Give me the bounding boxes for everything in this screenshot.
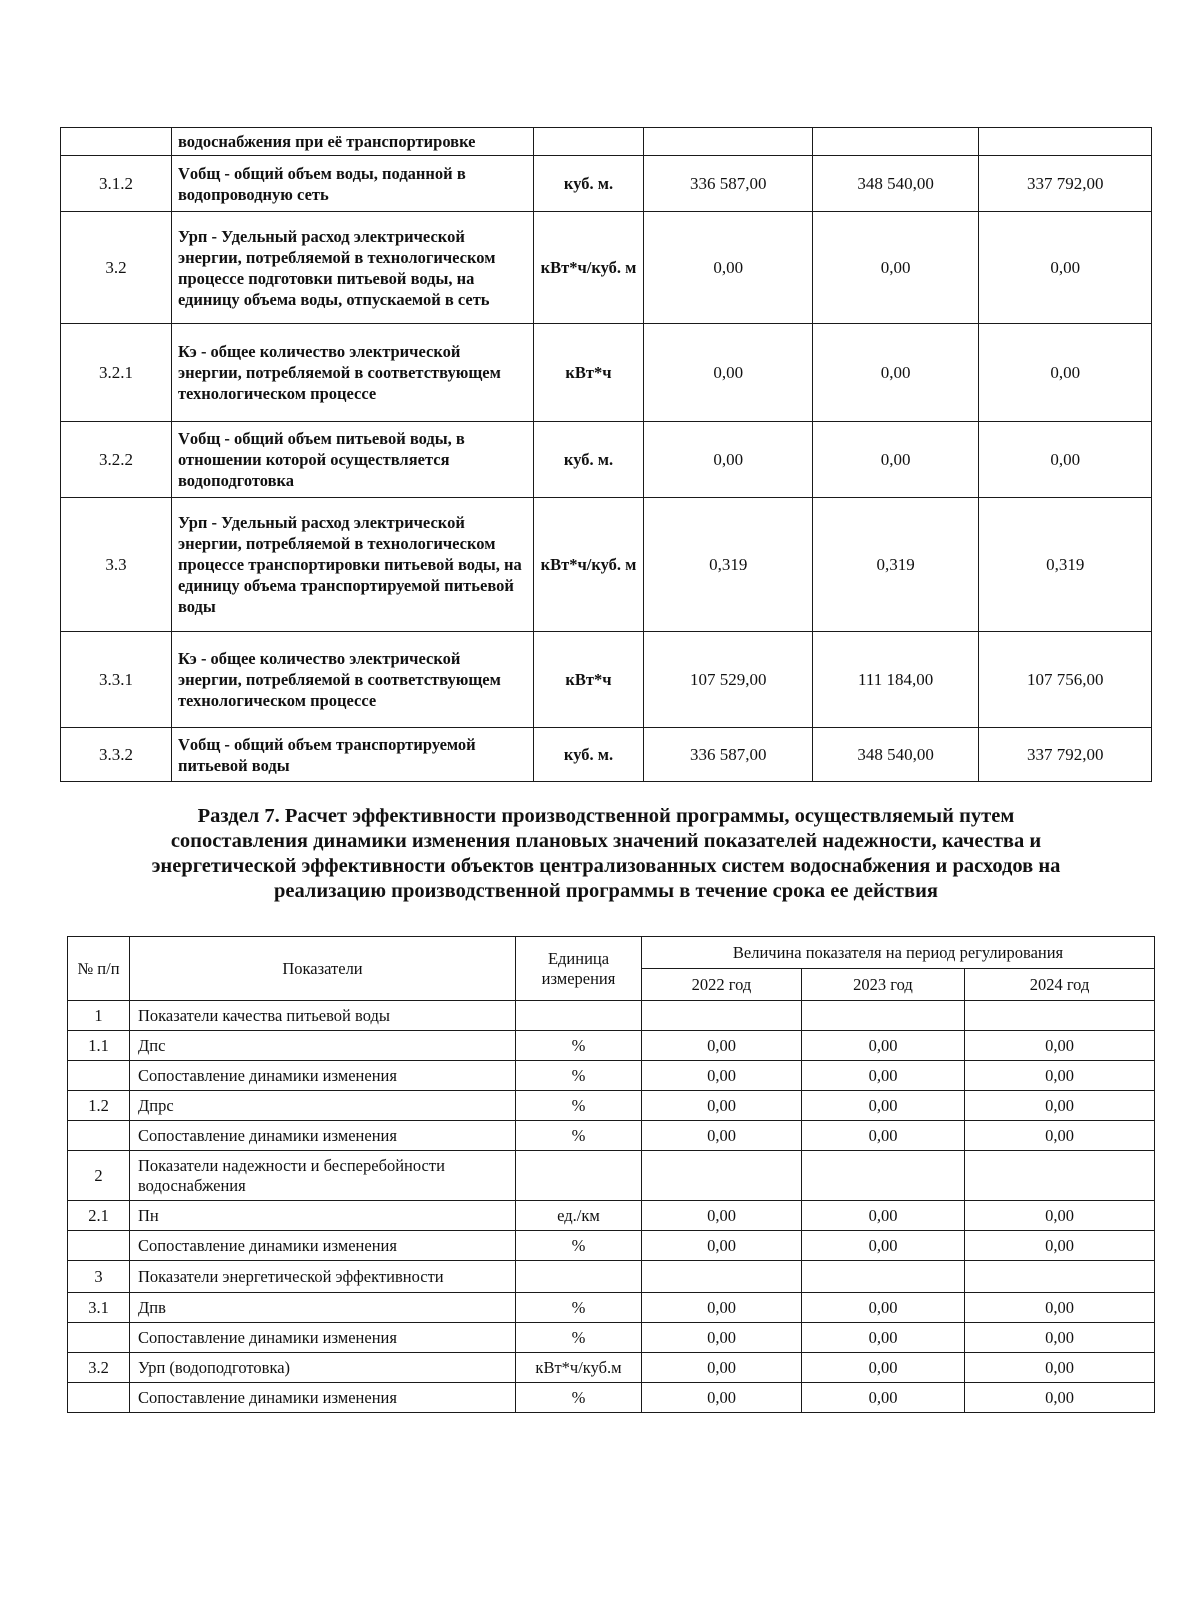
- row-name: Сопоставление динамики изменения: [130, 1121, 516, 1151]
- value-2022: 0,00: [642, 1383, 802, 1413]
- row-description: Vобщ - общий объем транспортируемой питьевой воды: [171, 728, 533, 782]
- value-2022: 0,00: [642, 1091, 802, 1121]
- row-number: 2: [68, 1151, 130, 1201]
- row-unit: кВт*ч: [533, 632, 644, 728]
- value-2023: 0,00: [802, 1121, 965, 1151]
- header-year-2024: 2024 год: [965, 969, 1155, 1001]
- row-description: водоснабжения при её транспортировке: [171, 128, 533, 156]
- header-year-2022: 2022 год: [642, 969, 802, 1001]
- value-2023: 348 540,00: [812, 156, 978, 212]
- row-code: 3.2: [61, 212, 172, 324]
- section-title-line: энергетической эффективности объектов централизованных систем водоснабжения и расходов на: [151, 855, 1061, 877]
- row-code: 3.1.2: [61, 156, 172, 212]
- row-description: Vобщ - общий объем питьевой воды, в отношении которой осуществляется водоподготовка: [171, 422, 533, 498]
- row-number: 1.1: [68, 1031, 130, 1061]
- row-name: Сопоставление динамики изменения: [130, 1231, 516, 1261]
- value-2023: 0,00: [802, 1323, 965, 1353]
- row-unit: %: [516, 1061, 642, 1091]
- indicators-table-continued: [60, 127, 1152, 782]
- value-2022: 0,00: [642, 1031, 802, 1061]
- value-2024: 337 792,00: [979, 156, 1152, 212]
- value-2024: 0,00: [965, 1201, 1155, 1231]
- value-2024: 0,00: [979, 324, 1152, 422]
- row-name: Дпв: [130, 1293, 516, 1323]
- value-2024: [965, 1151, 1155, 1201]
- row-code: 3.2.2: [61, 422, 172, 498]
- value-2022: [644, 128, 812, 156]
- value-2024: 107 756,00: [979, 632, 1152, 728]
- table-row: [68, 1121, 1155, 1151]
- row-code: [61, 128, 172, 156]
- table-row: [61, 728, 1152, 782]
- row-number: 3.2: [68, 1353, 130, 1383]
- row-name: Сопоставление динамики изменения: [130, 1061, 516, 1091]
- value-2024: 0,00: [965, 1091, 1155, 1121]
- value-2023: 111 184,00: [812, 632, 978, 728]
- row-number: [68, 1061, 130, 1091]
- row-number: [68, 1383, 130, 1413]
- value-2022: 0,319: [644, 498, 812, 632]
- row-unit: [516, 1151, 642, 1201]
- row-name: Сопоставление динамики изменения: [130, 1383, 516, 1413]
- value-2022: [642, 1261, 802, 1293]
- value-2022: [642, 1001, 802, 1031]
- section-title-line: реализацию производственной программы в течение срока ее действия: [274, 880, 938, 902]
- value-2024: 0,00: [965, 1231, 1155, 1261]
- row-code: 3.2.1: [61, 324, 172, 422]
- row-description: Кэ - общее количество электрической энергии, потребляемой в соответствующем технологическом процессе: [171, 632, 533, 728]
- value-2024: 0,00: [965, 1323, 1155, 1353]
- row-code: 3.3: [61, 498, 172, 632]
- value-2024: 337 792,00: [979, 728, 1152, 782]
- table-row: [61, 156, 1152, 212]
- row-unit: кВт*ч/куб. м: [533, 498, 644, 632]
- row-name: Сопоставление динамики изменения: [130, 1323, 516, 1353]
- table-row: [68, 1091, 1155, 1121]
- row-unit: %: [516, 1323, 642, 1353]
- row-unit: %: [516, 1031, 642, 1061]
- value-2022: 0,00: [642, 1231, 802, 1261]
- value-2023: [812, 128, 978, 156]
- row-unit: куб. м.: [533, 156, 644, 212]
- row-unit: %: [516, 1121, 642, 1151]
- value-2023: 0,319: [812, 498, 978, 632]
- value-2022: [642, 1151, 802, 1201]
- table-row: [68, 1323, 1155, 1353]
- table-row: [61, 128, 1152, 156]
- section-title-line: Раздел 7. Расчет эффективности производственной программы, осуществляемый путем: [197, 805, 1015, 827]
- row-unit: %: [516, 1293, 642, 1323]
- table-row: [61, 498, 1152, 632]
- table-row: [68, 1151, 1155, 1201]
- table-row: [68, 1061, 1155, 1091]
- row-unit: куб. м.: [533, 422, 644, 498]
- row-name: Дпс: [130, 1031, 516, 1061]
- row-code: 3.3.1: [61, 632, 172, 728]
- value-2022: 0,00: [642, 1121, 802, 1151]
- row-code: 3.3.2: [61, 728, 172, 782]
- section-title-line: сопоставления динамики изменения плановых значений показателей надежности, качества и: [170, 830, 1042, 852]
- header-period: Величина показателя на период регулирования: [642, 937, 1155, 969]
- value-2024: [979, 128, 1152, 156]
- row-unit: куб. м.: [533, 728, 644, 782]
- table-row: [68, 1353, 1155, 1383]
- row-number: [68, 1231, 130, 1261]
- value-2023: 348 540,00: [812, 728, 978, 782]
- row-description: Урп - Удельный расход электрической энергии, потребляемой в технологическом процессе транспортировки питьевой воды, на единицу объема транспортируемой питьевой воды: [171, 498, 533, 632]
- header-name: Показатели: [130, 937, 516, 1001]
- row-name: Показатели энергетической эффективности: [130, 1261, 516, 1293]
- value-2022: 0,00: [642, 1293, 802, 1323]
- table-row: [68, 1293, 1155, 1323]
- row-number: 1.2: [68, 1091, 130, 1121]
- table-row: [68, 1231, 1155, 1261]
- value-2024: 0,00: [979, 212, 1152, 324]
- value-2022: 0,00: [642, 1353, 802, 1383]
- value-2024: 0,319: [979, 498, 1152, 632]
- table-row: [61, 212, 1152, 324]
- value-2023: [802, 1261, 965, 1293]
- table-row: [68, 1201, 1155, 1231]
- row-description: Vобщ - общий объем воды, поданной в водопроводную сеть: [171, 156, 533, 212]
- value-2023: 0,00: [812, 422, 978, 498]
- table-row: [68, 1031, 1155, 1061]
- row-name: Показатели надежности и бесперебойности водоснабжения: [130, 1151, 516, 1201]
- value-2023: 0,00: [802, 1353, 965, 1383]
- row-description: Урп - Удельный расход электрической энергии, потребляемой в технологическом процессе подготовки питьевой воды, на единицу объема воды, отпускаемой в сеть: [171, 212, 533, 324]
- row-name: Дпрс: [130, 1091, 516, 1121]
- value-2024: 0,00: [965, 1031, 1155, 1061]
- row-number: 3.1: [68, 1293, 130, 1323]
- row-number: 3: [68, 1261, 130, 1293]
- value-2023: [802, 1001, 965, 1031]
- row-number: [68, 1121, 130, 1151]
- header-unit: Единица измерения: [516, 937, 642, 1001]
- value-2022: 336 587,00: [644, 728, 812, 782]
- row-name: Показатели качества питьевой воды: [130, 1001, 516, 1031]
- row-unit: %: [516, 1383, 642, 1413]
- header-year-2023: 2023 год: [802, 969, 965, 1001]
- value-2022: 0,00: [644, 324, 812, 422]
- value-2024: 0,00: [965, 1061, 1155, 1091]
- value-2024: 0,00: [965, 1293, 1155, 1323]
- value-2022: 0,00: [642, 1323, 802, 1353]
- value-2022: 336 587,00: [644, 156, 812, 212]
- table-row: [61, 632, 1152, 728]
- row-unit: кВт*ч/куб. м: [533, 212, 644, 324]
- value-2022: 0,00: [642, 1061, 802, 1091]
- value-2024: 0,00: [965, 1121, 1155, 1151]
- table-row: [61, 422, 1152, 498]
- row-name: Урп (водоподготовка): [130, 1353, 516, 1383]
- row-unit: кВт*ч: [533, 324, 644, 422]
- row-unit: %: [516, 1091, 642, 1121]
- row-description: Кэ - общее количество электрической энергии, потребляемой в соответствующем технологическом процессе: [171, 324, 533, 422]
- row-unit: [516, 1261, 642, 1293]
- value-2023: 0,00: [802, 1293, 965, 1323]
- value-2022: 0,00: [644, 422, 812, 498]
- value-2023: 0,00: [802, 1201, 965, 1231]
- value-2023: [802, 1151, 965, 1201]
- value-2023: 0,00: [812, 324, 978, 422]
- header-no: № п/п: [68, 937, 130, 1001]
- value-2022: 107 529,00: [644, 632, 812, 728]
- table-row: [68, 1383, 1155, 1413]
- value-2023: 0,00: [802, 1031, 965, 1061]
- value-2024: [965, 1261, 1155, 1293]
- efficiency-table: [67, 936, 1155, 1413]
- value-2023: 0,00: [802, 1091, 965, 1121]
- row-unit: [516, 1001, 642, 1031]
- table-row: [68, 1261, 1155, 1293]
- row-number: [68, 1323, 130, 1353]
- value-2023: 0,00: [802, 1231, 965, 1261]
- row-number: 2.1: [68, 1201, 130, 1231]
- row-unit: %: [516, 1231, 642, 1261]
- table-header-row: [68, 937, 1155, 969]
- row-name: Пн: [130, 1201, 516, 1231]
- value-2024: 0,00: [965, 1383, 1155, 1413]
- row-number: 1: [68, 1001, 130, 1031]
- value-2023: 0,00: [812, 212, 978, 324]
- table-row: [68, 1001, 1155, 1031]
- value-2024: 0,00: [965, 1353, 1155, 1383]
- row-unit: [533, 128, 644, 156]
- row-unit: кВт*ч/куб.м: [516, 1353, 642, 1383]
- section-7-title: [60, 804, 1152, 904]
- value-2022: 0,00: [644, 212, 812, 324]
- value-2023: 0,00: [802, 1061, 965, 1091]
- value-2024: 0,00: [979, 422, 1152, 498]
- value-2023: 0,00: [802, 1383, 965, 1413]
- row-unit: ед./км: [516, 1201, 642, 1231]
- value-2022: 0,00: [642, 1201, 802, 1231]
- table-row: [61, 324, 1152, 422]
- value-2024: [965, 1001, 1155, 1031]
